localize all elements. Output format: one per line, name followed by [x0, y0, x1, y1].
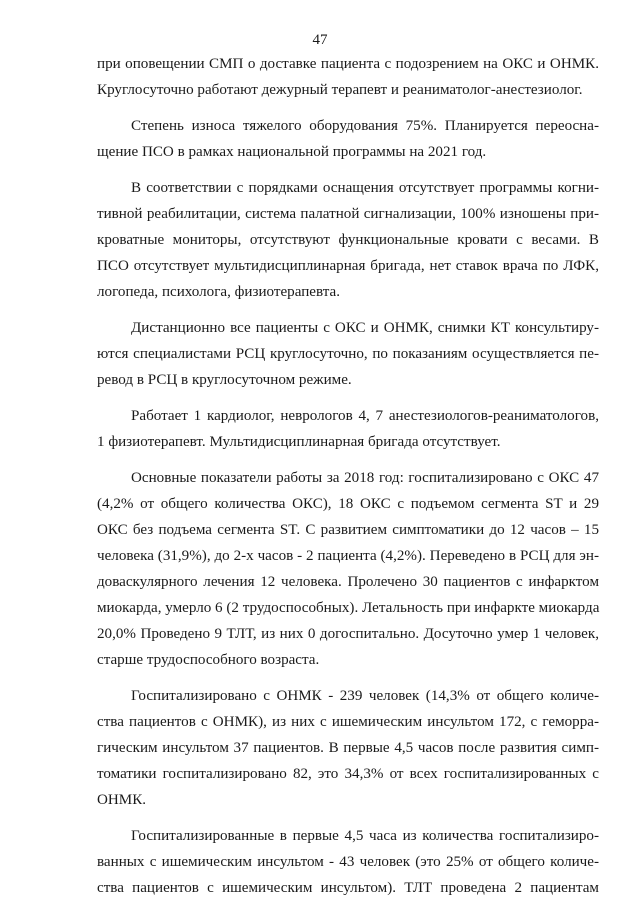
paragraph: [97, 403, 599, 455]
paragraph: [97, 683, 599, 813]
text-line: ревод в РСЦ в круглосуточном режиме.: [97, 372, 352, 388]
text-line: ются специалистами РСЦ круглосуточно, по показаниям осуществляется пе-: [97, 346, 599, 362]
text-line: 20,0% Проведено 9 ТЛТ, из них 0 догоспитально. Досуточно умер 1 человек,: [97, 626, 599, 642]
text-line: логопеда, психолога, физиотерапевта.: [97, 284, 341, 300]
text-line: щение ПСО в рамках национальной программы на 2021 год.: [97, 144, 487, 160]
text-line: человека (31,9%), до 2-х часов - 2 пациента (4,2%). Переведено в РСЦ для эн-: [97, 548, 599, 564]
text-line: ства пациентов с ОНМК), из них с ишемическим инсультом 172, с геморра-: [97, 714, 599, 730]
paragraph: [97, 175, 599, 305]
text-line: Госпитализировано с ОНМК - 239 человек (14,3% от общего количе-: [131, 688, 599, 704]
text-line: кроватные мониторы, отсутствуют функциональные кровати с весами. В: [97, 232, 599, 248]
text-line: тивной реабилитации, система палатной сигнализации, 100% изношены при-: [97, 206, 599, 222]
text-line: ПСО отсутствует мультидисциплинарная бригада, нет ставок врача по ЛФК,: [97, 258, 599, 274]
text-line: Основные показатели работы за 2018 год: госпитализировано с ОКС 47: [131, 470, 599, 486]
text-line: миокарда, умерло 6 (2 трудоспособных). Летальность при инфаркте миокарда: [97, 600, 600, 616]
text-line: Круглосуточно работают дежурный терапевт и реаниматолог-анестезиолог.: [97, 82, 583, 98]
page-number: 47: [312, 32, 328, 48]
text-line: томатики госпитализировано 82, это 34,3% от всех госпитализированных с: [97, 766, 599, 782]
text-line: гическим инсультом 37 пациентов. В первые 4,5 часов после развития симп-: [97, 740, 599, 756]
paragraph: [97, 51, 599, 103]
text-line: ванных с ишемическим инсультом - 43 человек (это 25% от общего количе-: [97, 854, 599, 870]
text-line: Работает 1 кардиолог, неврологов 4, 7 анестезиологов-реаниматологов,: [131, 408, 599, 424]
document-body: [97, 51, 599, 901]
text-line: В соответствии с порядками оснащения отсутствует программы когни-: [131, 180, 599, 196]
text-line: доваскулярного лечения 12 человека. Пролечено 30 пациентов с инфарктом: [97, 574, 599, 590]
paragraph: [97, 823, 599, 901]
text-line: 1 физиотерапевт. Мультидисциплинарная бригада отсутствует.: [97, 434, 501, 450]
text-line: Госпитализированные в первые 4,5 часа из количества госпитализиро-: [131, 828, 599, 844]
text-line: ства пациентов с ишемическим инсультом). ТЛТ проведена 2 пациентам: [97, 880, 599, 896]
paragraph: [97, 465, 599, 673]
text-line: ОНМК.: [97, 792, 147, 808]
text-line: (4,2% от общего количества ОКС), 18 ОКС с подъемом сегмента ST и 29: [97, 496, 599, 512]
text-line: ОКС без подъема сегмента ST. С развитием симптоматики до 12 часов – 15: [97, 522, 599, 538]
text-line: старше трудоспособного возраста.: [97, 652, 320, 668]
text-line: при оповещении СМП о доставке пациента с подозрением на ОКС и ОНМК.: [97, 56, 599, 72]
text-line: Степень износа тяжелого оборудования 75%. Планируется переосна-: [131, 118, 599, 134]
text-line: Дистанционно все пациенты с ОКС и ОНМК, снимки КТ консультиру-: [131, 320, 599, 336]
paragraph: [97, 113, 599, 165]
paragraph: [97, 315, 599, 393]
